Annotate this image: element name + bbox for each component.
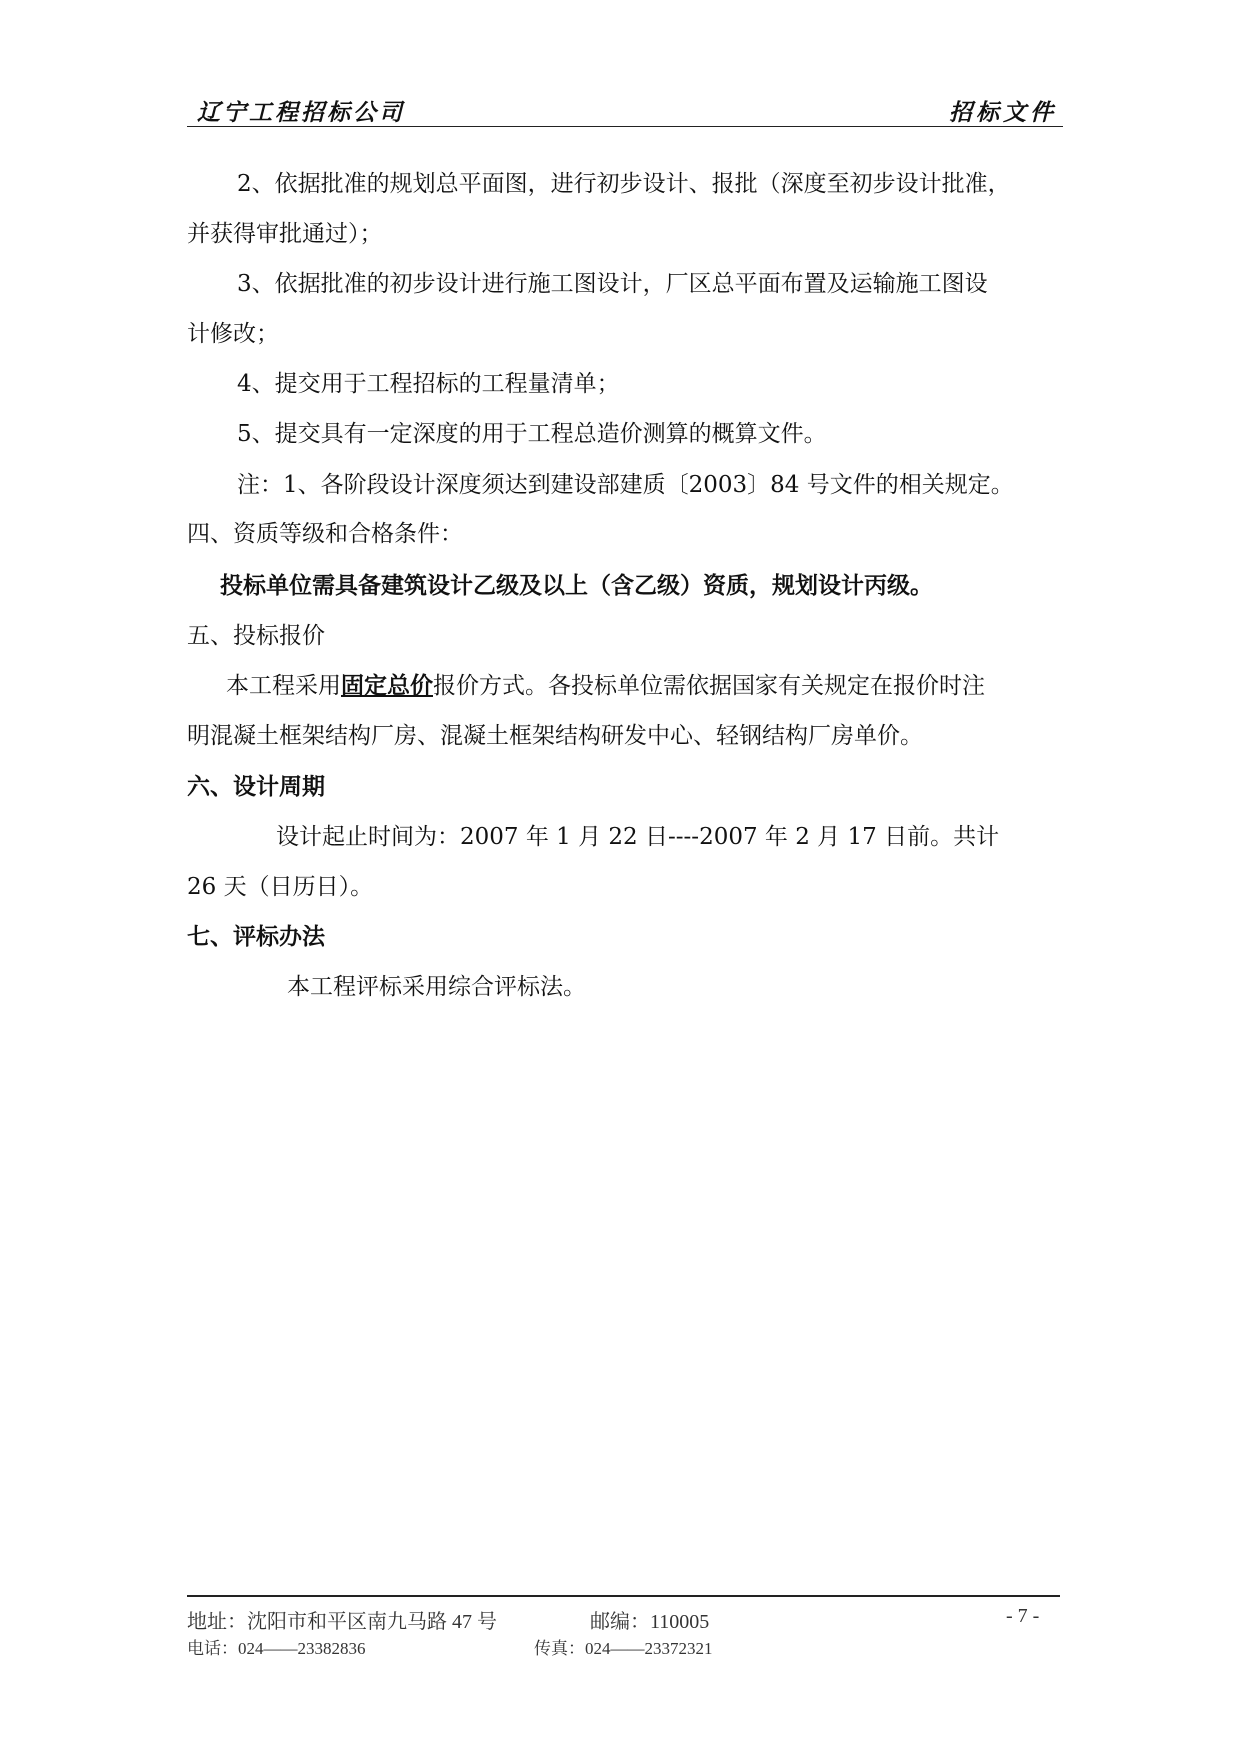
item-5: 5、提交具有一定深度的用于工程总造价测算的概算文件。 xyxy=(237,421,827,447)
section-5-title: 五、投标报价 xyxy=(187,623,325,649)
section-5-post: 报价方式。各投标单位需依据国家有关规定在报价时注 xyxy=(433,673,985,699)
section-5-line-1 xyxy=(226,671,985,701)
item-2-line-2: 并获得审批通过）； xyxy=(187,221,383,247)
company-name: 辽宁工程招标公司 xyxy=(197,99,405,126)
footer-phone: 电话：024——23382836 xyxy=(187,1639,366,1658)
footer-postcode: 邮编：110005 xyxy=(590,1611,710,1633)
document-type: 招标文件 xyxy=(949,99,1057,126)
header-divider xyxy=(187,126,1063,127)
page-number: - 7 - xyxy=(1006,1605,1040,1627)
note: 注：1、各阶段设计深度须达到建设部建质〔2003〕84 号文件的相关规定。 xyxy=(237,472,1014,498)
section-5-line-2: 明混凝土框架结构厂房、混凝土框架结构研发中心、轻钢结构厂房单价。 xyxy=(187,723,923,749)
item-4: 4、提交用于工程招标的工程量清单； xyxy=(237,371,620,397)
section-6-title: 六、设计周期 xyxy=(187,773,325,800)
item-2-line-1: 2、依据批准的规划总平面图，进行初步设计、报批（深度至初步设计批准， xyxy=(237,171,1011,197)
footer-divider xyxy=(187,1595,1060,1597)
item-3-line-2: 计修改； xyxy=(187,321,279,347)
section-5-pre: 本工程采用 xyxy=(226,673,341,699)
section-7-text: 本工程评标采用综合评标法。 xyxy=(287,974,586,1000)
footer-fax: 传真：024——23372321 xyxy=(534,1639,713,1658)
page-header xyxy=(187,94,1063,128)
fixed-total-price: 固定总价 xyxy=(341,672,433,699)
section-7-title: 七、评标办法 xyxy=(187,923,325,950)
footer-address: 地址：沈阳市和平区南九马路 47 号 xyxy=(187,1611,497,1633)
section-6-line-2: 26 天（日历日）。 xyxy=(187,874,374,900)
section-4-title: 四、资质等级和合格条件： xyxy=(187,521,463,547)
section-4-requirement: 投标单位需具备建筑设计乙级及以上（含乙级）资质，规划设计丙级。 xyxy=(220,572,933,599)
item-3-line-1: 3、依据批准的初步设计进行施工图设计，厂区总平面布置及运输施工图设 xyxy=(237,271,988,297)
section-6-line-1: 设计起止时间为：2007 年 1 月 22 日----2007 年 2 月 17 日前。共计 xyxy=(276,824,1000,850)
